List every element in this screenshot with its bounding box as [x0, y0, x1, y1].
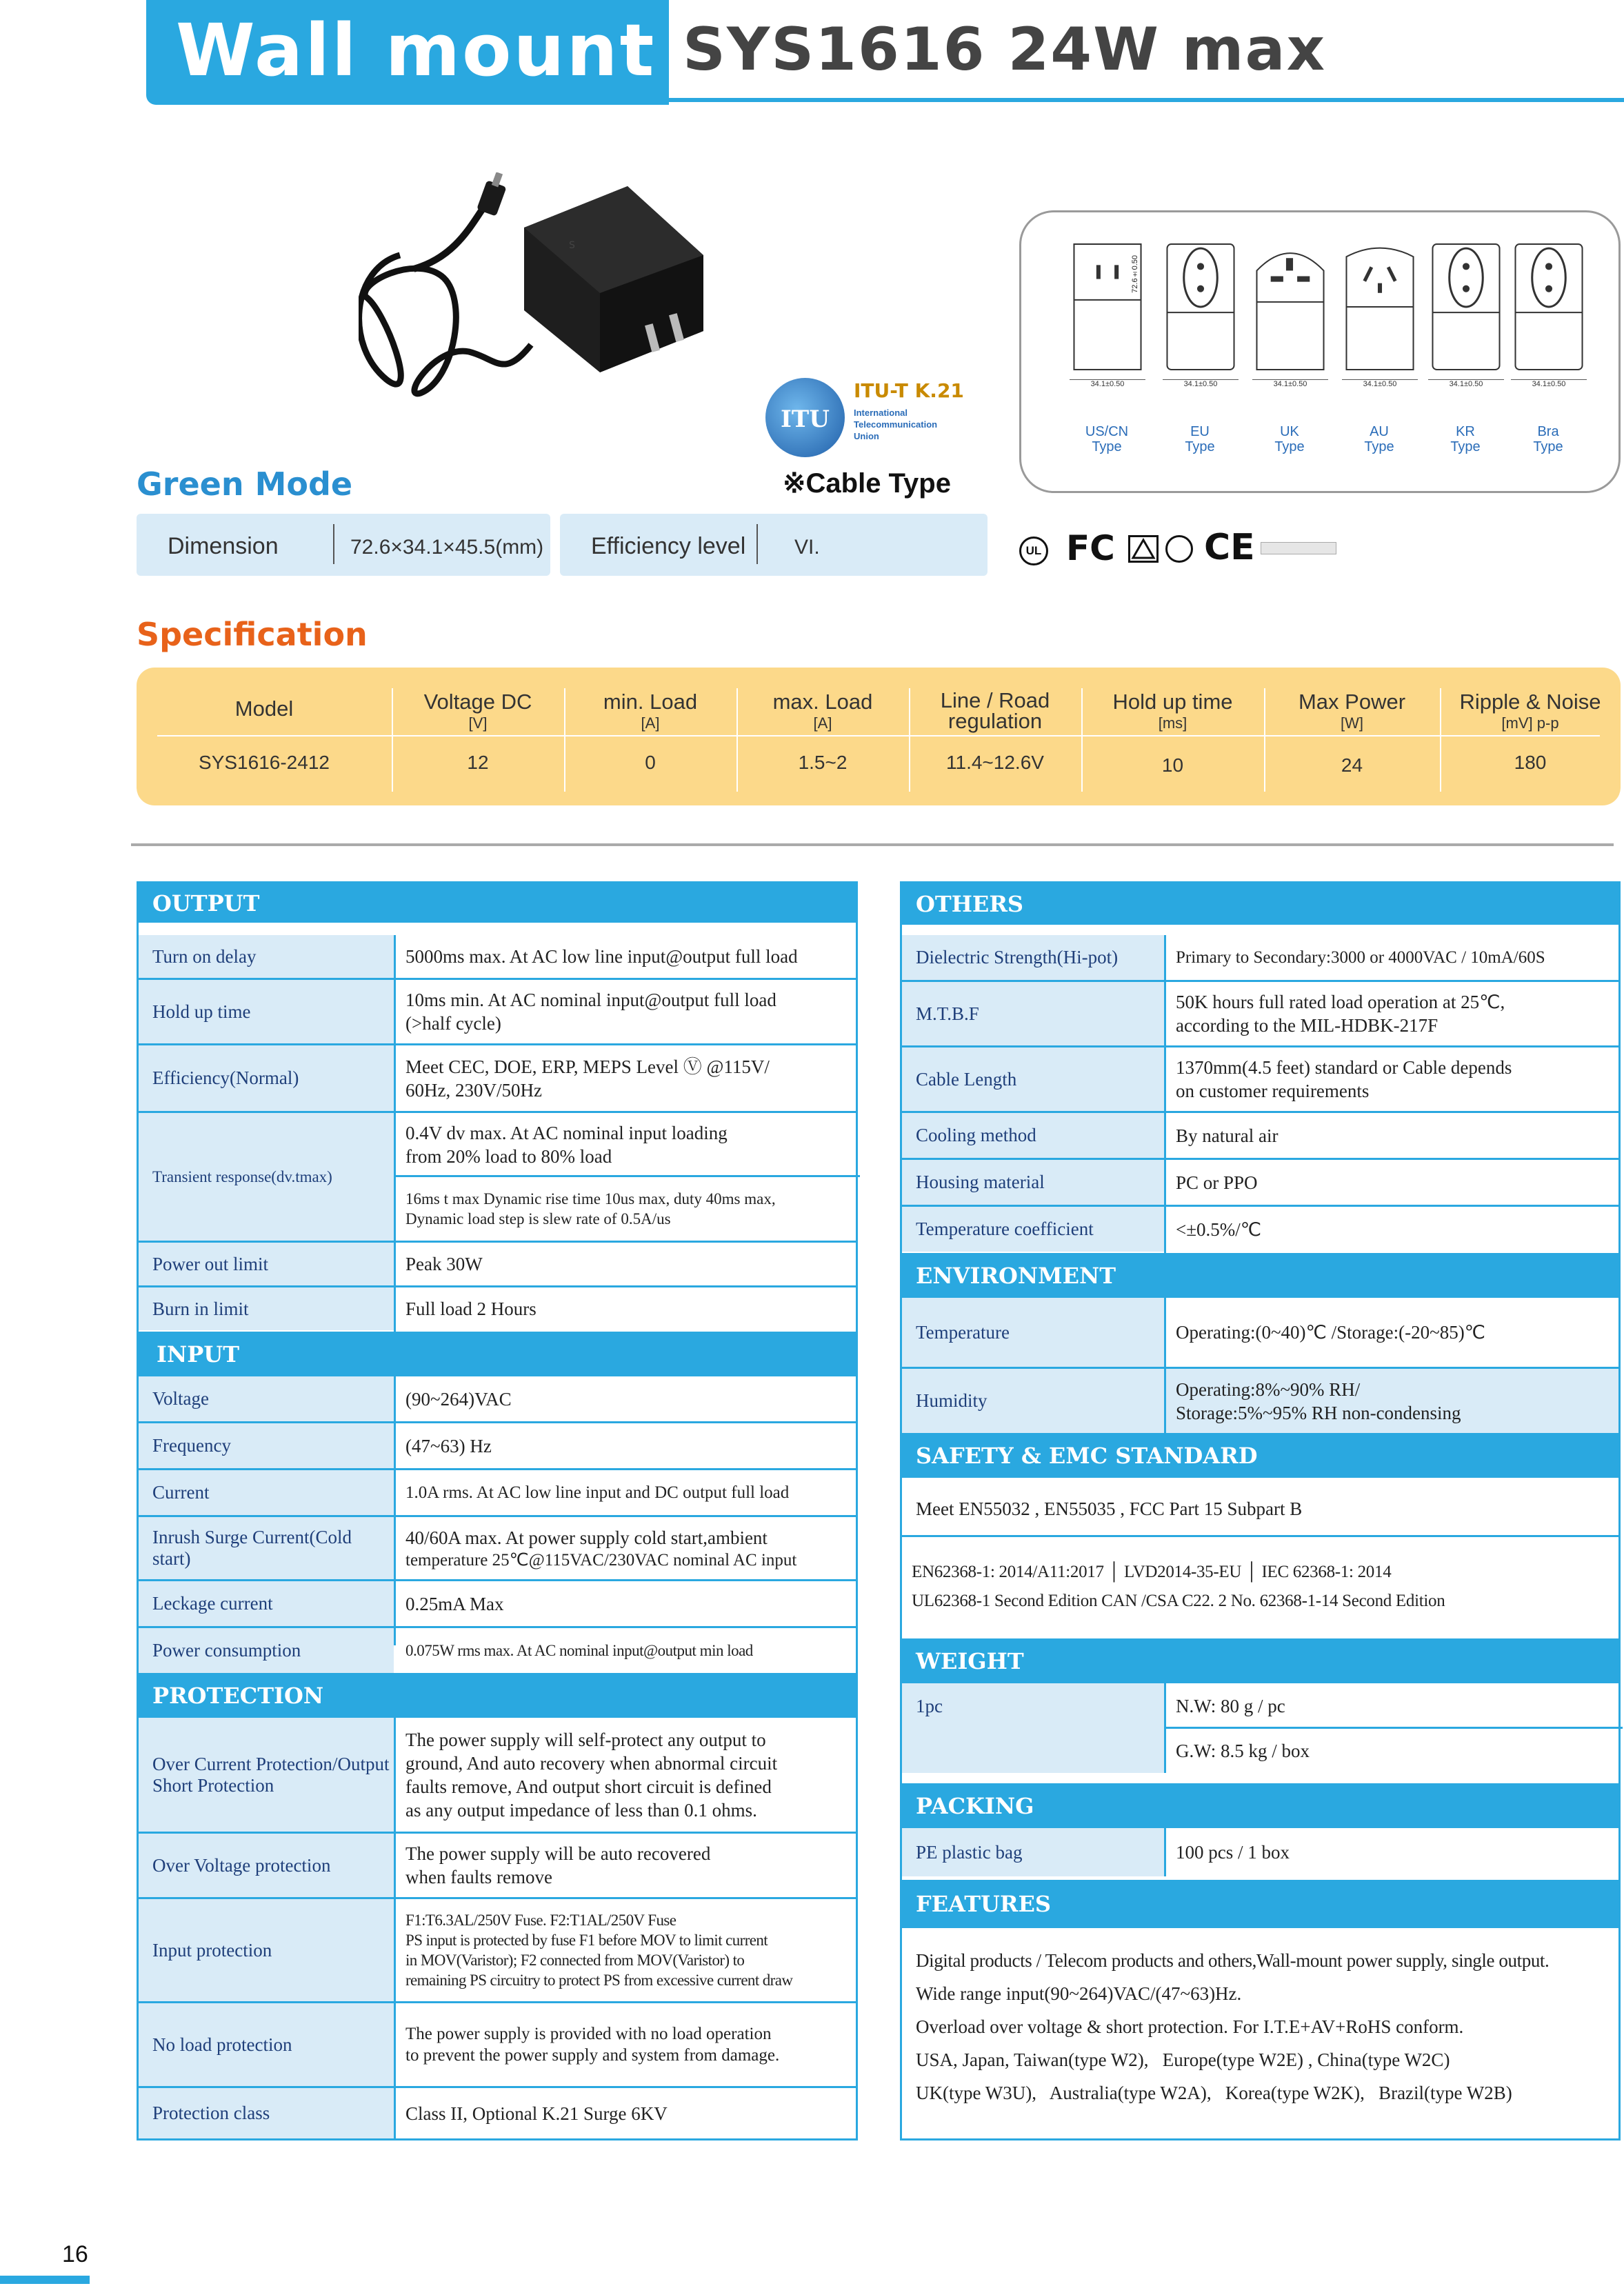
section-divider [131, 843, 1614, 846]
output-transient-row: Transient response(dv.tmax) 0.4V dv max. At AC nominal input loading from 20% load to 80% load 16ms t max Dynamic rise time 10us max, duty 40ms max, Dynamic load step is slew rate of 0.5A/us [139, 1113, 856, 1241]
page-number: 16 [62, 2241, 88, 2267]
plug-type-label: UK Type [1274, 424, 1305, 454]
plug-width-dim: 34.1±0.50 [1163, 379, 1239, 388]
model-title: SYS1616 24W max [683, 15, 1327, 84]
features-list [916, 1945, 1612, 2108]
input-power-consumption-row: Power consumption 0.075W rms max. At AC nominal input@output min load [139, 1628, 856, 1673]
feature-item: UK(type W3U), Australia(type W2A), Korea(type W2K), Brazil(type W2B) [916, 2083, 1512, 2103]
plug-eu-icon [1165, 243, 1236, 371]
plug-au-icon [1345, 243, 1415, 371]
efficiency-value: VI. [794, 536, 820, 559]
safety-emc-line: Meet EN55032 , EN55035 , FCC Part 15 Subpart B [916, 1498, 1303, 1519]
others-mtbf-row: M.T.B.F 50K hours full rated load operation at 25℃, according to the MIL-HDBK-217F [902, 982, 1618, 1045]
environment-temperature-row: Temperature Operating:(0~40)℃ /Storage:(-20~85)℃ [902, 1298, 1618, 1367]
feature-item: USA, Japan, Taiwan(type W2), Europe(type W2E) , China(type W2C) [916, 2049, 1450, 2070]
input-header: INPUT [139, 1332, 856, 1376]
packing-row: PE plastic bag 100 pcs / 1 box [902, 1828, 1618, 1876]
plug-height-dim: 72.6±0.50 [1131, 255, 1139, 293]
green-mode-title: Green Mode [137, 465, 353, 503]
input-inrush-row: Inrush Surge Current(Cold start) 40/60A max. At power supply cold start,ambient temperature 25℃@115VAC/230VAC nominal AC input [139, 1517, 856, 1579]
others-housing-row: Housing material PC or PPO [902, 1160, 1618, 1205]
others-cable-row: Cable Length 1370mm(4.5 feet) standard or Cable depends on customer requirements [902, 1047, 1618, 1111]
output-hold-up-row: Hold up time 10ms min. At AC nominal input@output full load (>half cycle) [139, 980, 856, 1043]
protection-ocp-row: Over Current Protection/Output Short Protection The power supply will self-protect any output to ground, And auto recovery when abnormal circuit faults remove, And output short circuit is defined as any output impedance of less than 0.1 ohms. [139, 1718, 856, 1832]
specification-table [137, 668, 1621, 805]
fc-logo: FC [1066, 528, 1115, 568]
divider [333, 524, 334, 564]
itu-globe-icon: ITU [765, 378, 845, 457]
plug-type-label: KR Type [1450, 424, 1481, 454]
spec-col-regulation: Line / Road regulation 11.4~12.6V [940, 688, 1050, 773]
output-power-limit-row: Power out limit Peak 30W [139, 1243, 856, 1285]
svg-text:S: S [569, 240, 575, 251]
input-current-row: Current 1.0A rms. At AC low line input and DC output full load [139, 1470, 856, 1515]
others-temp-coef-row: Temperature coefficient <±0.5%/℃ [902, 1207, 1618, 1252]
row-rule [902, 1535, 1618, 1537]
others-header: OTHERS [902, 883, 1618, 925]
efficiency-box [560, 514, 988, 576]
spec-col-ripple: Ripple & Noise [mV] p-p 180 [1459, 690, 1601, 773]
ul-logo: UL [1019, 537, 1048, 565]
left-spec-panel [137, 881, 858, 2140]
plug-width-dim: 34.1±0.50 [1428, 379, 1504, 388]
safety-mark-icon [1128, 535, 1159, 563]
certification-logos [1019, 524, 1350, 572]
spec-col-hold-up: Hold up time [ms] 10 [1112, 690, 1233, 776]
dimension-box [137, 514, 550, 576]
weight-row: 1pc N.W: 80 g / pc G.W: 8.5 kg / box [902, 1683, 1618, 1773]
product-image [359, 172, 745, 441]
spec-col-max-load: max. Load [A] 1.5~2 [772, 690, 873, 773]
cable-type-note: ※Cable Type [783, 468, 951, 499]
safety-header: SAFETY & EMC STANDARD [902, 1433, 1618, 1478]
spec-col-max-power: Max Power [W] 24 [1298, 690, 1406, 776]
page-title: Wall mount [176, 8, 656, 92]
divider [756, 524, 758, 564]
safety-standards-line: EN62368-1: 2014/A11:2017 │ LVD2014-35-EU │ IEC 62368-1: 2014 [912, 1563, 1392, 1581]
plug-type-label: EU Type [1185, 424, 1215, 454]
environment-header: ENVIRONMENT [902, 1253, 1618, 1298]
spec-col-voltage: Voltage DC [V] 12 [423, 690, 532, 773]
header-rule [621, 98, 1624, 102]
efficiency-label: Efficiency level [591, 533, 746, 559]
output-burn-in-row: Burn in limit Full load 2 Hours [139, 1287, 856, 1330]
right-spec-panel [900, 881, 1621, 2140]
plug-width-dim: 34.1±0.50 [1342, 379, 1418, 388]
plug-width-dim: 34.1±0.50 [1252, 379, 1328, 388]
plug-type-label: US/CN Type [1085, 424, 1129, 454]
protection-no-load-row: No load protection The power supply is provided with no load operation to prevent the power supply and system from damage. [139, 2003, 856, 2086]
output-efficiency-row: Efficiency(Normal) Meet CEC, DOE, ERP, MEPS Level Ⓥ @115V/ 60Hz, 230V/50Hz [139, 1045, 856, 1111]
safety-ul-line: UL62368-1 Second Edition CAN /CSA C22. 2 No. 62368-1-14 Second Edition [912, 1592, 1445, 1610]
ce-logo: CE [1204, 527, 1255, 568]
others-cooling-row: Cooling method By natural air [902, 1113, 1618, 1158]
dimension-label: Dimension [168, 533, 279, 559]
feature-item: Wide range input(90~264)VAC/(47~63)Hz. [916, 1983, 1242, 2004]
weight-header: WEIGHT [902, 1638, 1618, 1683]
feature-item: Digital products / Telecom products and others,Wall-mount power supply, single output. [916, 1950, 1550, 1971]
plug-type-label: Bra Type [1533, 424, 1563, 454]
protection-input-row: Input protection F1:T6.3AL/250V Fuse. F2:T1AL/250V Fuse PS input is protected by fuse F1 before MOV to limit current in MOV(Varistor); F2 connected from MOV(Varistor) to remaining PS circuitry to protect PS from excessive current draw [139, 1899, 856, 2001]
page-footer-bar [0, 2276, 90, 2284]
specification-title: Specification [137, 616, 368, 653]
plug-width-dim: 34.1±0.50 [1511, 379, 1587, 388]
spec-col-min-load: min. Load [A] 0 [603, 690, 698, 773]
output-turn-on-delay-row: Turn on delay 5000ms max. At AC low line input@output full load [139, 935, 856, 978]
output-header: OUTPUT [139, 883, 856, 923]
spec-col-model: Model SYS1616-2412 [199, 696, 330, 773]
itu-organization: International Telecommunication Union [854, 408, 938, 441]
emc-logo [1261, 542, 1336, 554]
others-hipot-row: Dielectric Strength(Hi-pot) Primary to Secondary:3000 or 4000VAC / 10mA/60S [902, 935, 1618, 980]
plug-uk-icon [1255, 243, 1325, 371]
features-header: FEATURES [902, 1880, 1618, 1928]
plug-bra-icon [1514, 243, 1584, 371]
compliance-mark-icon [1165, 535, 1193, 563]
input-frequency-row: Frequency (47~63) Hz [139, 1423, 856, 1468]
dimension-value: 72.6×34.1×45.5(mm) [350, 536, 544, 559]
input-leakage-row: Leckage current 0.25mA Max [139, 1581, 856, 1626]
itu-logo [765, 372, 993, 462]
plug-width-dim: 34.1±0.50 [1070, 379, 1145, 388]
packing-header: PACKING [902, 1783, 1618, 1828]
itu-standard: ITU-T K.21 [854, 379, 964, 402]
protection-header: PROTECTION [139, 1673, 856, 1718]
feature-item: Overload over voltage & short protection. For I.T.E+AV+RoHS conform. [916, 2016, 1464, 2037]
protection-ovp-row: Over Voltage protection The power supply will be auto recovered when faults remove [139, 1834, 856, 1897]
environment-humidity-row: Humidity Operating:8%~90% RH/ Storage:5%~95% RH non-condensing [902, 1369, 1618, 1433]
plug-kr-icon [1431, 243, 1501, 371]
input-voltage-row: Voltage (90~264)VAC [139, 1376, 856, 1421]
protection-class-row: Protection class Class II, Optional K.21 Surge 6KV [139, 2088, 856, 2138]
plug-type-label: AU Type [1364, 424, 1394, 454]
